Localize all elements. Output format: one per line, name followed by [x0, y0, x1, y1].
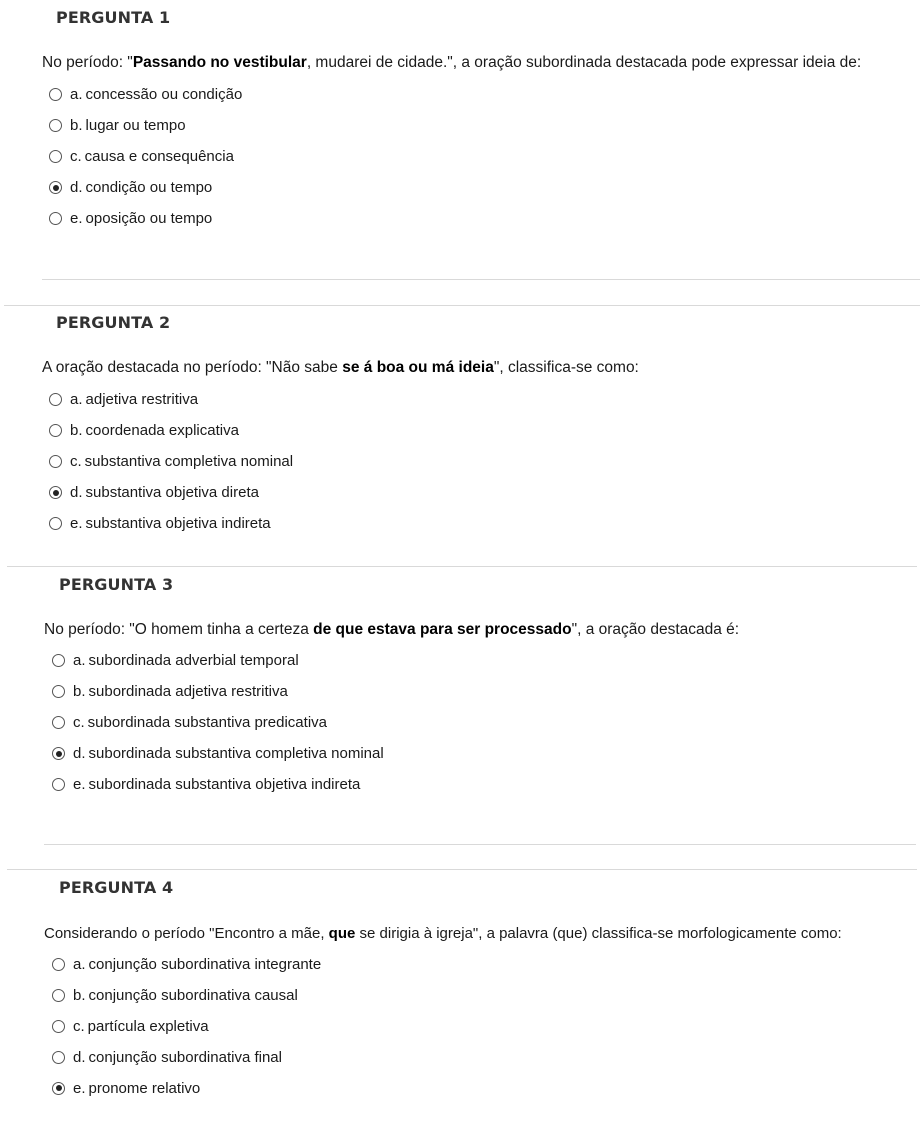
radio-icon[interactable] [52, 1020, 65, 1033]
answer-option[interactable] [49, 208, 212, 230]
option-label[interactable]: coordenada explicativa [85, 421, 239, 439]
question-text [42, 359, 639, 377]
option-label[interactable]: conjunção subordinativa final [88, 1048, 282, 1066]
radio-icon[interactable] [52, 685, 65, 698]
question-title: PERGUNTA 4 [59, 878, 174, 897]
answer-option[interactable] [49, 419, 239, 441]
question-text-part: ", a oração destacada é: [571, 621, 740, 638]
question-text-part: , mudarei de cidade.", a oração subordinada destacada pode expressar ideia de: [306, 54, 862, 71]
option-letter: a. [73, 955, 86, 973]
highlighted-clause: de que estava para ser processado [313, 621, 572, 638]
option-letter: e. [73, 1079, 86, 1097]
answer-option[interactable] [52, 743, 384, 765]
option-letter: c. [70, 147, 82, 165]
option-label[interactable]: subordinada substantiva predicativa [87, 713, 327, 731]
option-label[interactable]: condição ou tempo [85, 179, 213, 197]
divider [7, 869, 917, 870]
option-label[interactable]: partícula expletiva [87, 1017, 209, 1035]
radio-selected-icon[interactable] [49, 486, 62, 499]
radio-icon[interactable] [49, 88, 62, 101]
option-letter: b. [70, 116, 83, 134]
radio-icon[interactable] [52, 778, 65, 791]
answer-option[interactable] [49, 388, 198, 410]
answer-option[interactable] [49, 83, 242, 105]
option-letter: c. [73, 1017, 85, 1035]
option-label[interactable]: substantiva completiva nominal [84, 452, 294, 470]
option-label[interactable]: concessão ou condição [85, 85, 243, 103]
radio-selected-icon[interactable] [52, 747, 65, 760]
option-letter: d. [70, 179, 83, 197]
divider [44, 844, 916, 845]
highlighted-clause: Passando no vestibular [132, 54, 307, 71]
question-text-part: ", classifica-se como: [493, 359, 639, 376]
answer-option[interactable] [49, 450, 293, 472]
option-label[interactable]: subordinada substantiva completiva nominal [88, 745, 384, 763]
option-label[interactable]: subordinada adjetiva restritiva [88, 682, 288, 700]
question-text-part: No período: "O homem tinha a certeza [44, 621, 314, 638]
radio-icon[interactable] [49, 119, 62, 132]
option-letter: d. [70, 484, 83, 502]
option-label[interactable]: adjetiva restritiva [85, 390, 199, 408]
question-text-part: A oração destacada no período: "Não sabe [42, 359, 343, 376]
divider [4, 305, 920, 306]
answer-option[interactable] [49, 114, 186, 136]
option-letter: e. [73, 776, 86, 794]
answer-option[interactable] [49, 177, 212, 199]
question-title: PERGUNTA 2 [56, 313, 171, 332]
option-label[interactable]: conjunção subordinativa causal [88, 986, 298, 1004]
option-label[interactable]: subordinada substantiva objetiva indireta [88, 776, 361, 794]
radio-icon[interactable] [49, 517, 62, 530]
option-label[interactable]: pronome relativo [88, 1079, 201, 1097]
radio-icon[interactable] [52, 958, 65, 971]
answer-option[interactable] [52, 953, 321, 975]
radio-icon[interactable] [52, 654, 65, 667]
option-label[interactable]: oposição ou tempo [85, 210, 213, 228]
radio-selected-icon[interactable] [52, 1082, 65, 1095]
radio-icon[interactable] [49, 212, 62, 225]
radio-icon[interactable] [49, 150, 62, 163]
option-label[interactable]: conjunção subordinativa integrante [88, 955, 322, 973]
radio-icon[interactable] [49, 393, 62, 406]
option-label[interactable]: subordinada adverbial temporal [88, 651, 299, 669]
answer-option[interactable] [52, 711, 327, 733]
answer-option[interactable] [52, 1015, 209, 1037]
answer-option[interactable] [49, 145, 234, 167]
option-letter: d. [73, 745, 86, 763]
answer-option[interactable] [52, 680, 288, 702]
question-text-part: se dirigia à igreja", a palavra (que) classifica-se morfologicamente como: [355, 925, 842, 942]
question-text [44, 925, 842, 942]
question-text-part: Considerando o período "Encontro a mãe, [44, 925, 329, 942]
highlighted-clause: se á boa ou má ideia [342, 359, 494, 376]
answer-option[interactable] [52, 984, 298, 1006]
divider [7, 566, 917, 567]
question-text [42, 54, 861, 72]
answer-option[interactable] [52, 1046, 282, 1068]
radio-icon[interactable] [49, 424, 62, 437]
option-letter: b. [73, 682, 86, 700]
option-letter: a. [73, 651, 86, 669]
answer-option[interactable] [49, 482, 259, 504]
radio-icon[interactable] [52, 1051, 65, 1064]
option-letter: b. [70, 421, 83, 439]
radio-icon[interactable] [49, 455, 62, 468]
option-letter: a. [70, 390, 83, 408]
option-label[interactable]: lugar ou tempo [85, 116, 186, 134]
radio-icon[interactable] [52, 989, 65, 1002]
option-label[interactable]: causa e consequência [84, 147, 234, 165]
answer-option[interactable] [52, 649, 299, 671]
divider [42, 279, 920, 280]
highlighted-word: que [328, 925, 356, 942]
option-letter: a. [70, 85, 83, 103]
question-text-part: No período: " [42, 54, 133, 71]
option-letter: e. [70, 210, 83, 228]
option-letter: e. [70, 515, 83, 533]
answer-option[interactable] [52, 774, 360, 796]
answer-option[interactable] [52, 1077, 200, 1099]
question-title: PERGUNTA 3 [59, 575, 174, 594]
option-label[interactable]: substantiva objetiva indireta [85, 515, 271, 533]
question-title: PERGUNTA 1 [56, 8, 171, 27]
radio-selected-icon[interactable] [49, 181, 62, 194]
option-letter: c. [70, 452, 82, 470]
answer-option[interactable] [49, 513, 271, 535]
option-letter: b. [73, 986, 86, 1004]
radio-icon[interactable] [52, 716, 65, 729]
option-letter: c. [73, 713, 85, 731]
question-text [44, 621, 739, 639]
option-label[interactable]: substantiva objetiva direta [85, 484, 259, 502]
option-letter: d. [73, 1048, 86, 1066]
